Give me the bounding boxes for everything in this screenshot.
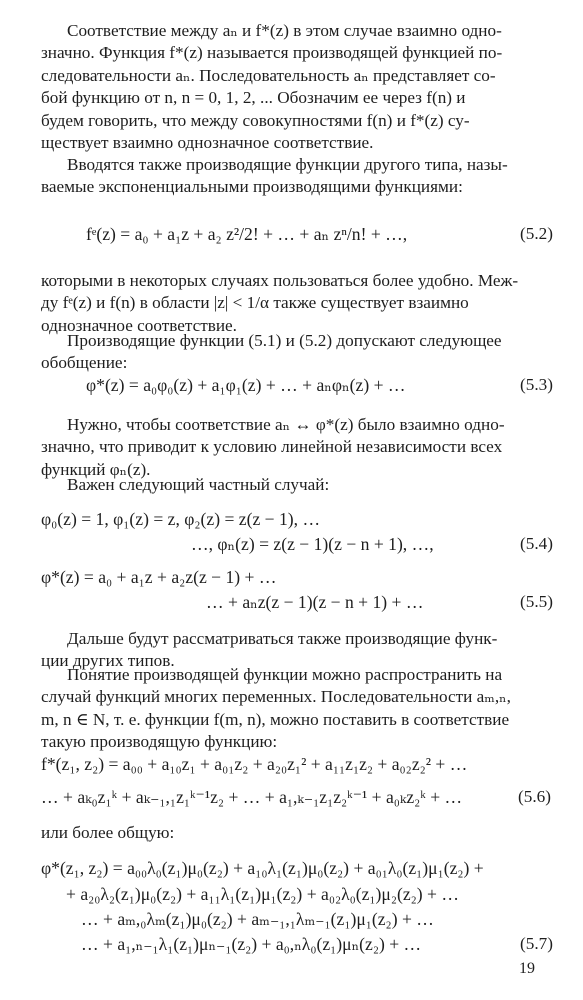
equation-number-5-4: (5.4) [520,534,553,553]
paragraph-generalization: Производящие функции (5.1) и (5.2) допускают следующее обобщение: [41,331,502,373]
equation-5-5-line-1: φ*(z) = a₀ + a₁z + a₂z(z − 1) + … [41,567,277,587]
equation-number-5-5: (5.5) [520,592,553,611]
equation-5-7-line-1: φ*(z₁, z₂) = a₀₀λ₀(z₁)μ₀(z₂) + a₁₀λ₁(z₁)μ₀(z₂) + a₀₁λ₀(z₁)μ₁(z₂) + [41,858,484,878]
paragraph-generating-function-definition: Соответствие между aₙ и f*(z) в этом случае взаимно одно- значно. Функция f*(z) называется производящей функцией по- следовательности aₙ. Последовательность aₙ представляет со- бой функцию от n, n = 0, 1, 2, ... Обозначим ее через f(n) и будем говорить, что между совокупностями f(n) и f*(z) су- ществует взаимно однозначное соответствие. [41,21,503,153]
equation-5-4-line-1: φ₀(z) = 1, φ₁(z) = z, φ₂(z) = z(z − 1), … [41,509,321,529]
equation-number-5-2: (5.2) [520,224,553,243]
paragraph-exponential-correspondence: которыми в некоторых случаях пользоваться более удобно. Меж- ду fᵉ(z) и f(n) в области |z| < 1/α также существует взаимно однозначное соответствие. [41,271,519,335]
equation-5-2: fᵉ(z) = a₀ + a₁z + a₂ z²/2! + … + aₙ zⁿ/n! + …, [86,224,408,244]
equation-5-4-line-2: …, φₙ(z) = z(z − 1)(z − n + 1), …, [191,534,434,554]
paragraph-multivariable: Понятие производящей функции можно распространить на случай функций многих переменных. Последовательности aₘ,ₙ, m, n ∈ N, т. е. функции f(m, n), можно поставить в соответствие такую производящую функцию: [41,665,511,752]
paragraph-independence-condition: Нужно, чтобы соответствие aₙ ↔ φ*(z) было взаимно одно- значно, что приводит к условию линейной независимости всех функций φₙ(z). [41,415,505,479]
equation-5-5-line-2: … + aₙz(z − 1)(z − n + 1) + … [206,592,424,612]
equation-5-6-line-1: f*(z₁, z₂) = a₀₀ + a₁₀z₁ + a₀₁z₂ + a₂₀z₁² + a₁₁z₁z₂ + a₀₂z₂² + … [41,754,468,774]
paragraph-more-general: или более общую: [41,823,175,842]
paragraph-exponential-intro: Вводятся также производящие функции другого типа, назы- ваемые экспоненциальными производящими функциями: [41,155,508,197]
paragraph-other-types: Дальше будут рассматриваться также производящие функ- ции других типов. [41,629,498,671]
equation-number-5-6: (5.6) [518,787,551,806]
paragraph-special-case: Важен следующий частный случай: [67,475,330,494]
equation-5-6-line-2: … + aₖ₀z₁ᵏ + aₖ₋₁,₁z₁ᵏ⁻¹z₂ + … + a₁,ₖ₋₁z₁z₂ᵏ⁻¹ + a₀ₖz₂ᵏ + … [41,787,463,807]
page-number: 19 [519,960,535,977]
equation-number-5-3: (5.3) [520,375,553,394]
equation-5-7-line-4: … + a₁,ₙ₋₁λ₁(z₁)μₙ₋₁(z₂) + a₀,ₙλ₀(z₁)μₙ(z₂) + … [81,934,422,954]
equation-5-7-line-3: … + aₘ,₀λₘ(z₁)μ₀(z₂) + aₘ₋₁,₁λₘ₋₁(z₁)μ₁(z₂) + … [81,909,434,929]
equation-number-5-7: (5.7) [520,934,553,953]
equation-5-7-line-2: + a₂₀λ₂(z₁)μ₀(z₂) + a₁₁λ₁(z₁)μ₁(z₂) + a₀₂λ₀(z₁)μ₂(z₂) + … [66,884,459,904]
equation-5-3: φ*(z) = a₀φ₀(z) + a₁φ₁(z) + … + aₙφₙ(z) + … [86,375,406,395]
